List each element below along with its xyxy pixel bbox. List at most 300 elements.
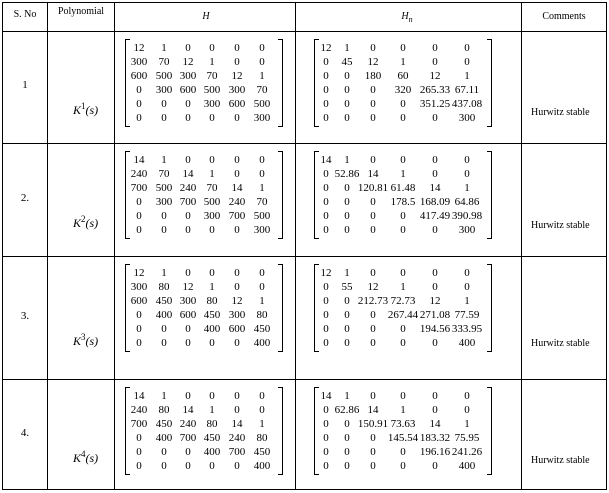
matrix-cell: 450: [253, 446, 271, 458]
polynomial-base: K: [73, 103, 82, 117]
matrix-cell: 180: [364, 70, 382, 82]
polynomial-label: [73, 101, 98, 118]
comment-text: Hurwitz stable: [531, 337, 590, 349]
matrix-cell: 0: [344, 98, 350, 110]
matrix-cell: 240: [179, 182, 197, 194]
matrix-cell: 700: [179, 432, 197, 444]
matrix-cell: 12: [367, 56, 379, 68]
matrix-h: [125, 387, 283, 475]
matrix-cell: 0: [370, 337, 376, 349]
matrix-cell: 0: [344, 337, 350, 349]
matrix-cell: 80: [206, 295, 218, 307]
matrix-cell: 300: [458, 112, 476, 124]
matrix-cell: 0: [234, 267, 240, 279]
matrix-cell: 240: [179, 418, 197, 430]
matrix-cell: 0: [209, 112, 215, 124]
matrix-cell: 70: [256, 84, 268, 96]
matrix-cell: 300: [179, 295, 197, 307]
row-divider: [3, 379, 606, 380]
matrix-cell: 0: [344, 196, 350, 208]
matrix-cell: 12: [367, 281, 379, 293]
matrix-left-bracket: [125, 39, 130, 127]
matrix-cell: 700: [228, 446, 246, 458]
matrix-cell: 600: [228, 323, 246, 335]
matrix-cell: 70: [206, 70, 218, 82]
matrix-cell: 73.63: [390, 418, 416, 430]
matrix-cell: 14: [429, 418, 441, 430]
polynomial-base: K: [73, 215, 82, 230]
matrix-cell: 1: [259, 295, 265, 307]
matrix-cell: 212.73: [357, 295, 389, 307]
matrix-cell: 12: [182, 56, 194, 68]
matrix-cell: 0: [464, 404, 470, 416]
matrix-cell: 80: [256, 432, 268, 444]
matrix-cell: 700: [179, 196, 197, 208]
matrix-cell: 70: [158, 56, 170, 68]
matrix-cell: 14: [320, 390, 332, 402]
matrix-cell: 72.73: [390, 295, 416, 307]
matrix-cell: 0: [234, 281, 240, 293]
polynomial-base: K: [73, 333, 82, 348]
matrix-cell: 0: [432, 460, 438, 472]
matrix-cell: 12: [182, 281, 194, 293]
matrix-cell: 0: [400, 210, 406, 222]
matrix-cell: 0: [464, 168, 470, 180]
matrix-cell: 0: [344, 224, 350, 236]
matrix-cell: 1: [464, 418, 470, 430]
polynomial-index: 1: [81, 101, 86, 111]
matrix-cell: 0: [323, 309, 329, 321]
matrix-cell: 600: [130, 70, 148, 82]
matrix-cell: 0: [370, 390, 376, 402]
matrix-cell: 0: [136, 323, 142, 335]
matrix-cell: 14: [133, 390, 145, 402]
polynomial-label: [73, 214, 98, 231]
matrix-cell: 0: [136, 84, 142, 96]
matrix-cell: 1: [161, 267, 167, 279]
matrix-hn: [314, 264, 492, 352]
matrix-cell: 300: [179, 70, 197, 82]
matrix-cell: 1: [259, 418, 265, 430]
matrix-cell: 0: [259, 404, 265, 416]
matrix-cell: 0: [185, 267, 191, 279]
matrix-h: [125, 151, 283, 239]
matrix-cell: 0: [323, 404, 329, 416]
matrix-left-bracket: [125, 264, 130, 352]
matrix-cell: 0: [136, 309, 142, 321]
matrix-cell: 300: [203, 210, 221, 222]
matrix-cell: 0: [185, 446, 191, 458]
matrix-cell: 14: [231, 182, 243, 194]
matrix-cell: 14: [367, 404, 379, 416]
matrix-right-bracket: [487, 387, 492, 475]
matrix-cell: 1: [400, 168, 406, 180]
matrix-cell: 0: [234, 404, 240, 416]
matrix-cell: 0: [259, 154, 265, 166]
matrix-cell: 300: [458, 224, 476, 236]
matrix-cell: 0: [400, 154, 406, 166]
matrix-cell: 1: [161, 390, 167, 402]
matrix-cell: 0: [259, 42, 265, 54]
matrix-cell: 0: [323, 295, 329, 307]
column-divider: [47, 3, 48, 489]
matrix-cell: 0: [344, 323, 350, 335]
matrix-cell: 0: [370, 224, 376, 236]
results-table: [2, 2, 607, 490]
matrix-cell: 267.44: [387, 309, 419, 321]
matrix-cell: 80: [158, 281, 170, 293]
column-divider: [295, 3, 296, 489]
matrix-cell: 0: [323, 337, 329, 349]
matrix-cell: 0: [323, 224, 329, 236]
matrix-cell: 0: [464, 56, 470, 68]
matrix-cell: 240: [228, 432, 246, 444]
matrix-cell: 300: [228, 309, 246, 321]
row-number: 4.: [20, 426, 30, 439]
matrix-cell: 0: [432, 404, 438, 416]
matrix-cell: 150.91: [357, 418, 389, 430]
matrix-cell: 1: [344, 154, 350, 166]
matrix-cell: 145.54: [387, 432, 419, 444]
comment-text: Hurwitz stable: [531, 454, 590, 466]
matrix-cell: 45: [341, 56, 353, 68]
polynomial-argument: (s): [85, 215, 99, 230]
matrix-cell: 183.32: [419, 432, 451, 444]
matrix-cell: 0: [323, 56, 329, 68]
matrix-cell: 0: [259, 168, 265, 180]
matrix-cell: 1: [400, 281, 406, 293]
matrix-cell: 240: [130, 404, 148, 416]
matrix-cell: 400: [253, 460, 271, 472]
matrix-cell: 0: [259, 281, 265, 293]
matrix-cell: 0: [136, 98, 142, 110]
comment-text: Hurwitz stable: [531, 107, 590, 118]
matrix-cell: 0: [161, 210, 167, 222]
matrix-cell: 0: [344, 295, 350, 307]
matrix-cell: 450: [253, 323, 271, 335]
matrix-cell: 0: [136, 196, 142, 208]
matrix-right-bracket: [487, 39, 492, 127]
matrix-cell: 500: [253, 98, 271, 110]
matrix-cell: 241.26: [451, 446, 483, 458]
matrix-cell: 12: [320, 42, 332, 54]
matrix-cell: 0: [185, 390, 191, 402]
matrix-cell: 64.86: [454, 196, 480, 208]
matrix-cell: 1: [464, 182, 470, 194]
matrix-cell: 0: [370, 84, 376, 96]
matrix-cell: 0: [432, 281, 438, 293]
matrix-cell: 0: [185, 154, 191, 166]
matrix-cell: 0: [370, 460, 376, 472]
matrix-cell: 0: [400, 390, 406, 402]
matrix-cell: 0: [370, 196, 376, 208]
matrix-cell: 12: [320, 267, 332, 279]
matrix-cell: 0: [344, 418, 350, 430]
matrix-cell: 0: [136, 112, 142, 124]
header-h: H: [202, 11, 210, 22]
matrix-cell: 0: [432, 154, 438, 166]
matrix-cell: 700: [228, 210, 246, 222]
matrix-cell: 300: [155, 84, 173, 96]
matrix-cell: 0: [323, 210, 329, 222]
matrix-cell: 450: [203, 309, 221, 321]
matrix-cell: 52.86: [334, 168, 360, 180]
polynomial-index: 4: [81, 448, 86, 459]
matrix-right-bracket: [487, 264, 492, 352]
row-number: 3.: [20, 309, 30, 322]
matrix-cell: 0: [370, 112, 376, 124]
matrix-cell: 1: [161, 42, 167, 54]
matrix-cell: 0: [370, 309, 376, 321]
matrix-right-bracket: [278, 39, 283, 127]
matrix-cell: 60: [397, 70, 409, 82]
matrix-cell: 450: [155, 418, 173, 430]
matrix-cell: 0: [464, 390, 470, 402]
matrix-cell: 0: [464, 267, 470, 279]
polynomial-argument: (s): [85, 333, 99, 348]
matrix-cell: 0: [234, 460, 240, 472]
matrix-cell: 700: [130, 418, 148, 430]
matrix-cell: 0: [209, 154, 215, 166]
matrix-cell: 0: [370, 42, 376, 54]
matrix-cell: 0: [234, 168, 240, 180]
matrix-cell: 120.81: [357, 182, 389, 194]
matrix-cell: 14: [182, 404, 194, 416]
matrix-cell: 0: [323, 446, 329, 458]
matrix-cell: 0: [432, 112, 438, 124]
matrix-cell: 80: [206, 418, 218, 430]
header-hn: $H_n$: [401, 11, 413, 24]
matrix-cell: 0: [344, 309, 350, 321]
matrix-cell: 14: [133, 154, 145, 166]
matrix-cell: 14: [367, 168, 379, 180]
matrix-cell: 265.33: [419, 84, 451, 96]
matrix-cell: 0: [209, 42, 215, 54]
matrix-cell: 0: [323, 84, 329, 96]
matrix-cell: 0: [323, 323, 329, 335]
matrix-cell: 400: [253, 337, 271, 349]
matrix-cell: 400: [458, 337, 476, 349]
polynomial-index: 2: [81, 213, 86, 224]
matrix-cell: 0: [185, 224, 191, 236]
matrix-cell: 0: [400, 337, 406, 349]
row-divider: [3, 143, 606, 144]
matrix-cell: 0: [185, 98, 191, 110]
matrix-left-bracket: [125, 387, 130, 475]
matrix-cell: 1: [400, 404, 406, 416]
matrix-cell: 0: [432, 390, 438, 402]
matrix-cell: 0: [370, 446, 376, 458]
matrix-cell: 0: [209, 267, 215, 279]
matrix-cell: 333.95: [451, 323, 483, 335]
matrix-cell: 0: [344, 112, 350, 124]
matrix-cell: 0: [136, 432, 142, 444]
matrix-cell: 0: [161, 112, 167, 124]
matrix-cell: 0: [370, 432, 376, 444]
matrix-cell: 300: [253, 112, 271, 124]
matrix-cell: 0: [400, 267, 406, 279]
matrix-cell: 0: [464, 154, 470, 166]
matrix-cell: 0: [464, 281, 470, 293]
matrix-cell: 0: [185, 460, 191, 472]
matrix-cell: 0: [323, 196, 329, 208]
matrix-cell: 0: [209, 337, 215, 349]
matrix-cell: 0: [234, 224, 240, 236]
matrix-cell: 351.25: [419, 98, 451, 110]
matrix-cell: 0: [400, 460, 406, 472]
matrix-cell: 0: [400, 224, 406, 236]
matrix-cell: 0: [432, 56, 438, 68]
matrix-cell: 12: [133, 42, 145, 54]
matrix-cell: 1: [464, 70, 470, 82]
matrix-cell: 320: [394, 84, 412, 96]
matrix-cell: 0: [370, 323, 376, 335]
polynomial-argument: (s): [85, 103, 99, 117]
matrix-cell: 0: [432, 267, 438, 279]
matrix-cell: 80: [158, 404, 170, 416]
matrix-cell: 1: [259, 70, 265, 82]
matrix-right-bracket: [487, 151, 492, 239]
matrix-cell: 0: [344, 446, 350, 458]
matrix-cell: 300: [130, 281, 148, 293]
matrix-cell: 0: [259, 267, 265, 279]
matrix-cell: 0: [136, 460, 142, 472]
matrix-left-bracket: [125, 151, 130, 239]
matrix-left-bracket: [314, 39, 319, 127]
matrix-cell: 1: [209, 168, 215, 180]
matrix-cell: 14: [429, 182, 441, 194]
matrix-h: [125, 264, 283, 352]
matrix-right-bracket: [278, 387, 283, 475]
matrix-cell: 75.95: [454, 432, 480, 444]
matrix-cell: 400: [155, 309, 173, 321]
header-polynomial: Polynomial: [57, 6, 105, 17]
matrix-cell: 0: [234, 337, 240, 349]
matrix-cell: 12: [231, 295, 243, 307]
matrix-cell: 0: [344, 460, 350, 472]
matrix-cell: 1: [400, 56, 406, 68]
polynomial-base: K: [73, 450, 82, 465]
matrix-cell: 500: [253, 210, 271, 222]
matrix-cell: 1: [344, 390, 350, 402]
header-sno: S. No: [13, 9, 37, 20]
matrix-cell: 0: [185, 210, 191, 222]
matrix-right-bracket: [278, 264, 283, 352]
matrix-hn: [314, 151, 492, 239]
matrix-cell: 0: [344, 210, 350, 222]
matrix-cell: 0: [136, 446, 142, 458]
matrix-cell: 70: [256, 196, 268, 208]
matrix-cell: 0: [432, 42, 438, 54]
matrix-left-bracket: [314, 264, 319, 352]
matrix-cell: 300: [228, 84, 246, 96]
header-comments: Comments: [542, 11, 586, 22]
matrix-cell: 0: [234, 56, 240, 68]
matrix-cell: 14: [182, 168, 194, 180]
matrix-cell: 0: [185, 323, 191, 335]
matrix-cell: 0: [400, 98, 406, 110]
matrix-cell: 0: [259, 56, 265, 68]
matrix-cell: 0: [136, 224, 142, 236]
matrix-cell: 0: [323, 98, 329, 110]
matrix-cell: 0: [185, 42, 191, 54]
matrix-cell: 0: [209, 224, 215, 236]
matrix-cell: 62.86: [334, 404, 360, 416]
matrix-cell: 168.09: [419, 196, 451, 208]
row-number: 2.: [20, 191, 30, 204]
matrix-cell: 0: [209, 390, 215, 402]
matrix-cell: 1: [259, 182, 265, 194]
matrix-cell: 0: [161, 98, 167, 110]
matrix-cell: 0: [323, 168, 329, 180]
matrix-cell: 196.16: [419, 446, 451, 458]
matrix-cell: 450: [155, 295, 173, 307]
matrix-cell: 70: [206, 182, 218, 194]
matrix-cell: 12: [231, 70, 243, 82]
matrix-cell: 0: [136, 210, 142, 222]
matrix-cell: 12: [429, 295, 441, 307]
row-divider: [3, 31, 606, 32]
matrix-cell: 14: [320, 154, 332, 166]
matrix-cell: 0: [400, 112, 406, 124]
matrix-cell: 600: [179, 309, 197, 321]
matrix-cell: 0: [344, 432, 350, 444]
matrix-cell: 417.49: [419, 210, 451, 222]
matrix-cell: 500: [155, 70, 173, 82]
matrix-cell: 12: [429, 70, 441, 82]
polynomial-index: 3: [81, 331, 86, 342]
matrix-cell: 0: [234, 112, 240, 124]
matrix-cell: 77.59: [454, 309, 480, 321]
matrix-cell: 0: [432, 224, 438, 236]
polynomial-label: [73, 449, 98, 466]
matrix-cell: 300: [155, 196, 173, 208]
matrix-cell: 1: [344, 267, 350, 279]
matrix-cell: 0: [161, 323, 167, 335]
matrix-cell: 390.98: [451, 210, 483, 222]
matrix-cell: 1: [209, 404, 215, 416]
matrix-cell: 0: [323, 112, 329, 124]
matrix-cell: 1: [209, 56, 215, 68]
matrix-cell: 500: [203, 84, 221, 96]
matrix-cell: 67.11: [454, 84, 480, 96]
matrix-cell: 400: [155, 432, 173, 444]
matrix-cell: 0: [344, 182, 350, 194]
row-divider: [3, 256, 606, 257]
matrix-cell: 70: [158, 168, 170, 180]
matrix-cell: 400: [458, 460, 476, 472]
matrix-cell: 450: [203, 432, 221, 444]
matrix-cell: 0: [344, 70, 350, 82]
matrix-cell: 600: [179, 84, 197, 96]
matrix-cell: 0: [161, 446, 167, 458]
matrix-cell: 0: [323, 460, 329, 472]
matrix-cell: 61.48: [390, 182, 416, 194]
matrix-cell: 600: [130, 295, 148, 307]
matrix-cell: 0: [323, 182, 329, 194]
matrix-cell: 178.5: [390, 196, 416, 208]
matrix-hn: [314, 39, 492, 127]
matrix-cell: 0: [323, 418, 329, 430]
polynomial-label: [73, 332, 98, 349]
matrix-cell: 0: [323, 432, 329, 444]
matrix-cell: 55: [341, 281, 353, 293]
matrix-cell: 0: [234, 42, 240, 54]
matrix-cell: 600: [228, 98, 246, 110]
matrix-cell: 400: [203, 323, 221, 335]
matrix-cell: 0: [185, 337, 191, 349]
matrix-cell: 240: [228, 196, 246, 208]
